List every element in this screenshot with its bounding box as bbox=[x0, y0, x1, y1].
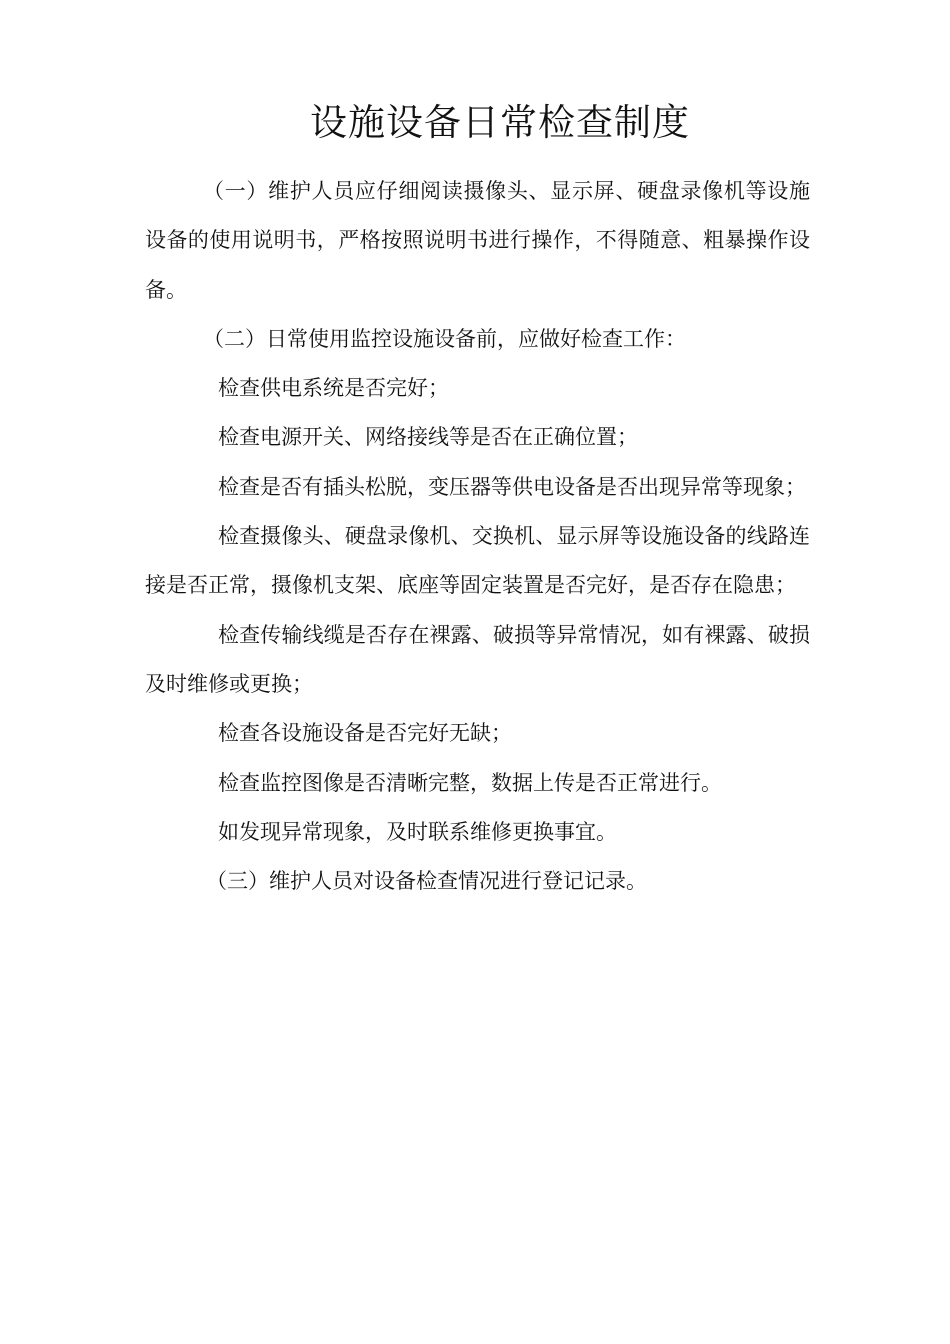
check-item-power: 检查供电系统是否完好； bbox=[218, 376, 449, 401]
document-title: 设施设备日常检查制度 bbox=[310, 101, 690, 144]
check-item-cable: 检查传输线缆是否存在裸露、破损等异常情况，如有裸露、破损及时维修或更换； bbox=[145, 622, 810, 696]
check-item-connection: 检查摄像头、硬盘录像机、交换机、显示屏等设施设备的线路连接是否正常，摄像机支架、底座等固定装置是否完好，是否存在隐患； bbox=[145, 524, 810, 598]
paragraph-2: （二）日常使用监控设施设备前，应做好检查工作： bbox=[203, 326, 686, 351]
check-item-repair: 如发现异常现象，及时联系维修更换事宜。 bbox=[218, 819, 617, 844]
check-item-image: 检查监控图像是否清晰完整，数据上传是否正常进行。 bbox=[218, 770, 722, 795]
paragraph-3: （三）维护人员对设备检查情况进行登记记录。 bbox=[206, 869, 647, 894]
check-item-complete: 检查各设施设备是否完好无缺； bbox=[218, 721, 512, 746]
paragraph-1: （一）维护人员应仔细阅读摄像头、显示屏、硬盘录像机等设施设备的使用说明书，严格按照说明书进行操作，不得随意、粗暴操作设备。 bbox=[145, 179, 810, 302]
check-item-switch: 检查电源开关、网络接线等是否在正确位置； bbox=[218, 425, 638, 450]
check-item-plug: 检查是否有插头松脱，变压器等供电设备是否出现异常等现象； bbox=[218, 474, 806, 499]
document-body bbox=[145, 167, 810, 906]
